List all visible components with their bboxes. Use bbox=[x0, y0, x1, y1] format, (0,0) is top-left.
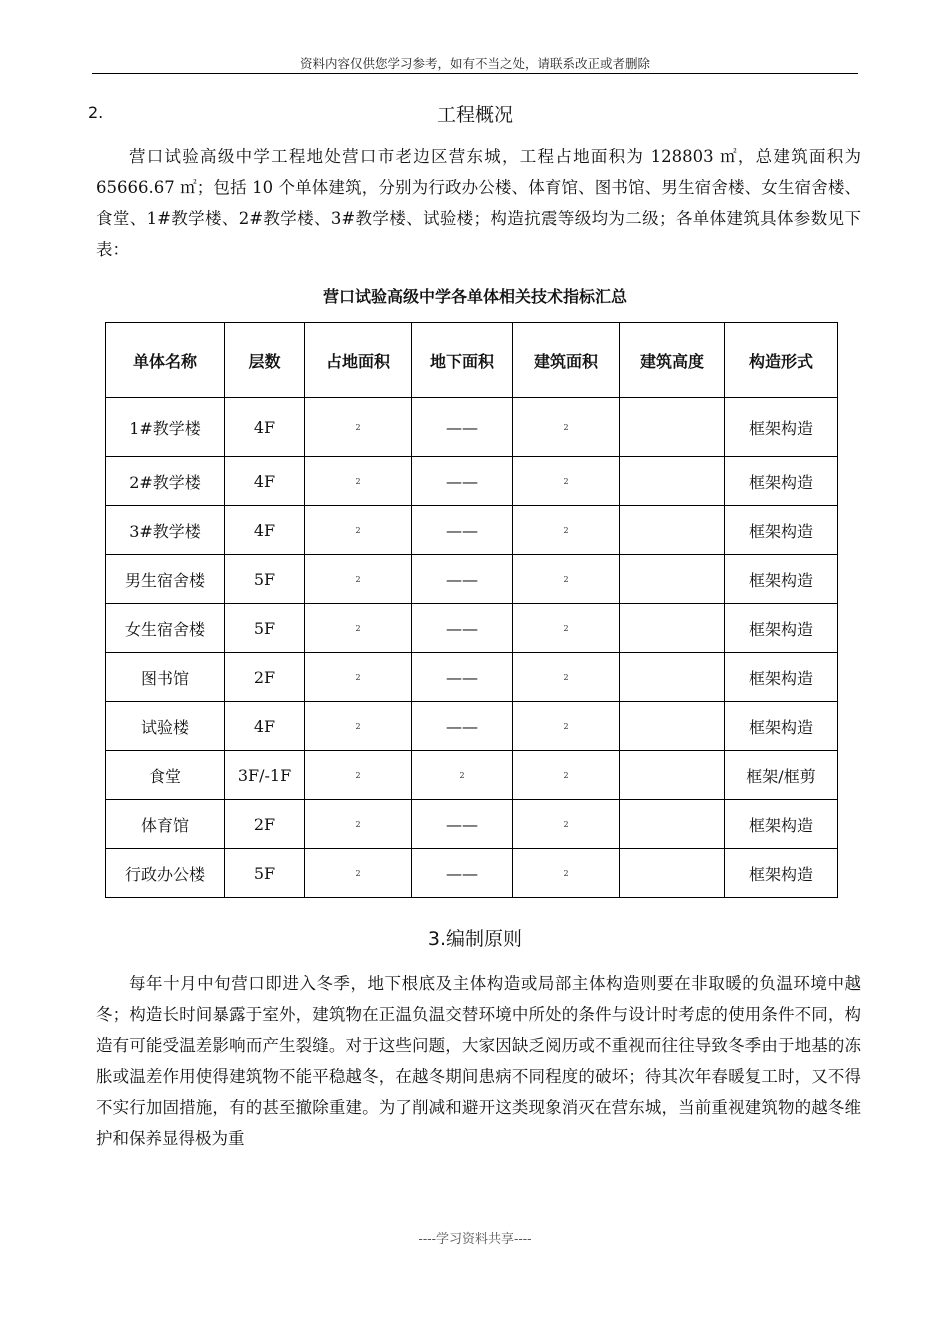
cell-land-area: 2 bbox=[305, 751, 412, 800]
cell-floors: 4F bbox=[225, 457, 305, 506]
column-header: 构造形式 bbox=[725, 323, 838, 398]
cell-structure: 框架构造 bbox=[725, 506, 838, 555]
cell-underground: —— bbox=[412, 702, 513, 751]
cell-height bbox=[620, 506, 725, 555]
cell-height bbox=[620, 457, 725, 506]
cell-underground: —— bbox=[412, 555, 513, 604]
page-header: 资料内容仅供您学习参考，如有不当之处，请联系改正或者删除 bbox=[299, 56, 650, 71]
cell-name: 试验楼 bbox=[106, 702, 225, 751]
cell-name: 食堂 bbox=[106, 751, 225, 800]
cell-structure: 框架构造 bbox=[725, 702, 838, 751]
cell-name: 女生宿舍楼 bbox=[106, 604, 225, 653]
section-title: 3.编制原则 bbox=[427, 928, 523, 950]
cell-structure: 框架构造 bbox=[725, 849, 838, 898]
cell-name: 3#教学楼 bbox=[106, 506, 225, 555]
cell-structure: 框架构造 bbox=[725, 800, 838, 849]
cell-underground: —— bbox=[412, 849, 513, 898]
cell-structure: 框架构造 bbox=[725, 604, 838, 653]
cell-land-area: 2 bbox=[305, 702, 412, 751]
column-header: 建筑面积 bbox=[513, 323, 620, 398]
cell-name: 1#教学楼 bbox=[106, 398, 225, 457]
column-header: 地下面积 bbox=[412, 323, 513, 398]
cell-building-area: 2 bbox=[513, 604, 620, 653]
cell-building-area: 2 bbox=[513, 457, 620, 506]
cell-floors: 4F bbox=[225, 702, 305, 751]
cell-building-area: 2 bbox=[513, 849, 620, 898]
cell-height bbox=[620, 849, 725, 898]
cell-height bbox=[620, 751, 725, 800]
header-divider bbox=[92, 73, 858, 74]
cell-floors: 2F bbox=[225, 653, 305, 702]
cell-name: 体育馆 bbox=[106, 800, 225, 849]
cell-structure: 框架/框剪 bbox=[725, 751, 838, 800]
cell-building-area: 2 bbox=[513, 506, 620, 555]
table-row bbox=[106, 653, 838, 702]
cell-height bbox=[620, 398, 725, 457]
cell-floors: 5F bbox=[225, 849, 305, 898]
table-row bbox=[106, 849, 838, 898]
cell-floors: 5F bbox=[225, 604, 305, 653]
table-row bbox=[106, 506, 838, 555]
cell-structure: 框架构造 bbox=[725, 398, 838, 457]
cell-height bbox=[620, 555, 725, 604]
page-footer: ----学习资料共享---- bbox=[418, 1232, 532, 1247]
cell-building-area: 2 bbox=[513, 398, 620, 457]
cell-name: 男生宿舍楼 bbox=[106, 555, 225, 604]
cell-height bbox=[620, 800, 725, 849]
cell-building-area: 2 bbox=[513, 702, 620, 751]
column-header: 层数 bbox=[225, 323, 305, 398]
column-header: 单体名称 bbox=[106, 323, 225, 398]
cell-underground: —— bbox=[412, 604, 513, 653]
cell-underground: 2 bbox=[412, 751, 513, 800]
table-row bbox=[106, 702, 838, 751]
cell-land-area: 2 bbox=[305, 800, 412, 849]
table-row bbox=[106, 751, 838, 800]
cell-structure: 框架构造 bbox=[725, 653, 838, 702]
column-header: 占地面积 bbox=[305, 323, 412, 398]
cell-floors: 4F bbox=[225, 398, 305, 457]
cell-land-area: 2 bbox=[305, 506, 412, 555]
cell-land-area: 2 bbox=[305, 604, 412, 653]
cell-floors: 5F bbox=[225, 555, 305, 604]
cell-underground: —— bbox=[412, 653, 513, 702]
principles-paragraph bbox=[96, 968, 861, 1154]
column-header: 建筑高度 bbox=[620, 323, 725, 398]
table-header-row bbox=[106, 323, 838, 398]
section-title: 工程概况 bbox=[436, 104, 513, 126]
cell-land-area: 2 bbox=[305, 555, 412, 604]
cell-floors: 4F bbox=[225, 506, 305, 555]
table-row bbox=[106, 398, 838, 457]
table-row bbox=[106, 457, 838, 506]
cell-building-area: 2 bbox=[513, 800, 620, 849]
cell-building-area: 2 bbox=[513, 555, 620, 604]
table-caption: 营口试验高级中学各单体相关技术指标汇总 bbox=[322, 287, 627, 306]
cell-underground: —— bbox=[412, 457, 513, 506]
table-row bbox=[106, 555, 838, 604]
cell-underground: —— bbox=[412, 398, 513, 457]
principles-text: 每年十月中旬营口即进入冬季，地下根底及主体构造或局部主体构造则要在非取暖的负温环境中越冬；构造长时间暴露于室外，建筑物在正温负温交替环境中所处的条件与设计时考虑的使用条件不同，构造有可能受温差影响而产生裂缝。对于这些问题，大家因缺乏阅历或不重视而往往导致冬季由于地基的冻胀或温差作用使得建筑物不能平稳越冬，在越冬期间患病不同程度的破坏；待其次年春暖复工时，又不得不实行加固措施，有的甚至撤除重建。为了削减和避开这类现象消灭在营东城，当前重视建筑物的越冬维护和保养显得极为重 bbox=[96, 974, 861, 1148]
table-row bbox=[106, 604, 838, 653]
cell-building-area: 2 bbox=[513, 653, 620, 702]
table-row bbox=[106, 800, 838, 849]
cell-building-area: 2 bbox=[513, 751, 620, 800]
cell-land-area: 2 bbox=[305, 398, 412, 457]
cell-land-area: 2 bbox=[305, 653, 412, 702]
cell-land-area: 2 bbox=[305, 457, 412, 506]
cell-structure: 框架构造 bbox=[725, 457, 838, 506]
cell-name: 2#教学楼 bbox=[106, 457, 225, 506]
cell-underground: —— bbox=[412, 506, 513, 555]
overview-text: 营口试验高级中学工程地处营口市老边区营东城，工程占地面积为 128803 ㎡，总建筑面积为 65666.67 ㎡；包括 10 个单体建筑，分别为行政办公楼、体育馆、图书馆、男生宿舍楼、女生宿舍楼、食堂、1#教学楼、2#教学楼、3#教学楼、试验楼；构造抗震等级均为二级；各单体建筑具体参数见下表： bbox=[96, 147, 861, 259]
cell-name: 图书馆 bbox=[106, 653, 225, 702]
cell-height bbox=[620, 702, 725, 751]
cell-structure: 框架构造 bbox=[725, 555, 838, 604]
cell-name: 行政办公楼 bbox=[106, 849, 225, 898]
cell-height bbox=[620, 604, 725, 653]
cell-height bbox=[620, 653, 725, 702]
cell-land-area: 2 bbox=[305, 849, 412, 898]
overview-paragraph bbox=[96, 141, 861, 265]
cell-floors: 3F/-1F bbox=[225, 751, 305, 800]
building-spec-table bbox=[105, 322, 838, 898]
section-number: 2. bbox=[88, 103, 104, 122]
cell-underground: —— bbox=[412, 800, 513, 849]
cell-floors: 2F bbox=[225, 800, 305, 849]
